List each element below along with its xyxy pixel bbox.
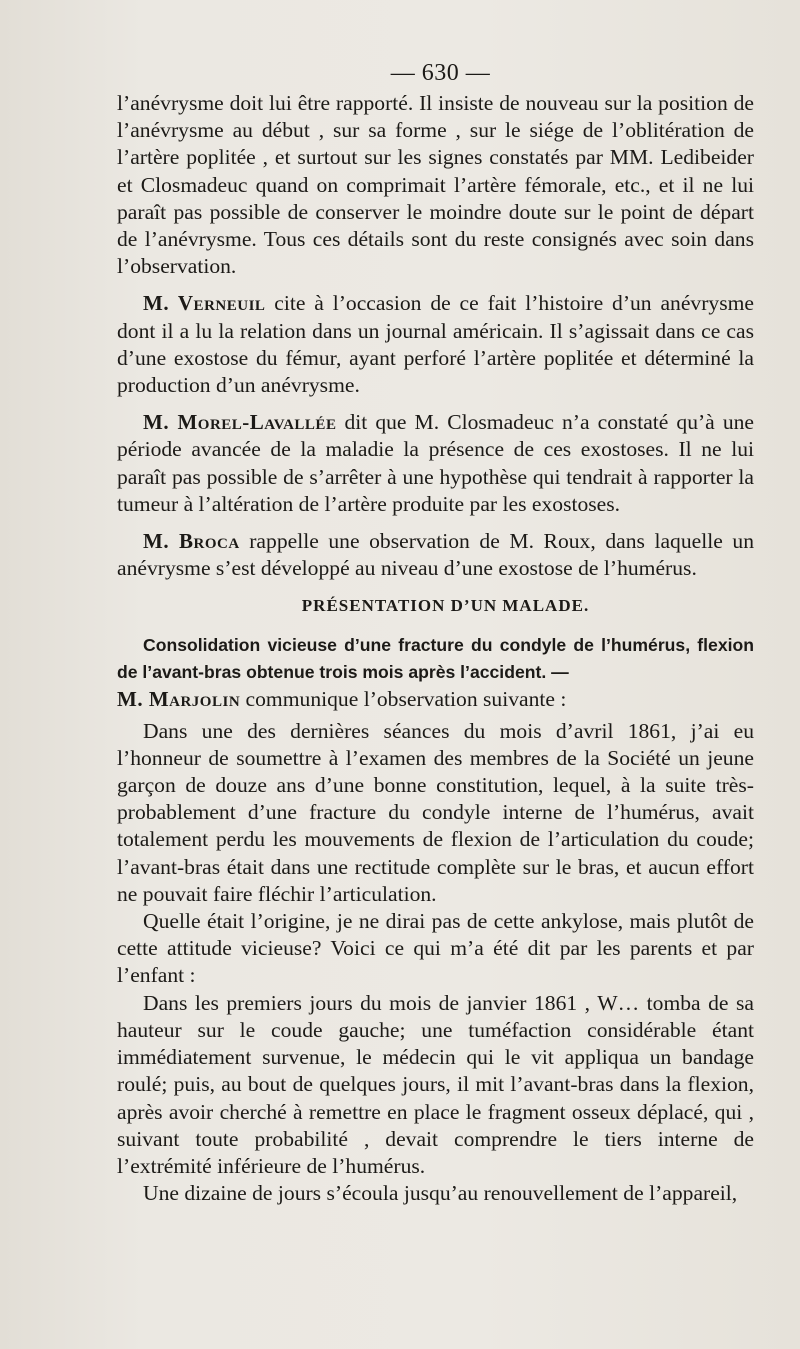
paragraph-broca (117, 528, 754, 582)
paragraph-observation-1: Dans une des dernières séances du mois d’avril 1861, j’ai eu l’honneur de soumettre à l’examen des membres de la Société un jeune garçon de douze ans d’une bonne constitution, lequel, à la suite très-probablement d’une fracture du condyle interne de l’humérus, avait totalement perdu les mouvements de flexion de l’articulation du coude; l’avant-bras était dans une rectitude complète sur le bras, et aucun effort ne pouvait faire fléchir l’articulation. (117, 718, 754, 906)
paragraph-observation-3: Dans les premiers jours du mois de janvier 1861 , W… tomba de sa hauteur sur le coude gauche; une tuméfaction considérable étant immédiatement survenue, le médecin qui le vit appliqua un bandage roulé; puis, au bout de quelques jours, il mit l’avant-bras dans la flexion, après avoir cherché à remettre en place le fragment osseux déplacé, qui , suivant toute probabilité , devait comprendre le tiers interne de l’extrémité inférieure de l’humérus. (117, 990, 754, 1178)
paragraph-observation-4: Une dizaine de jours s’écoula jusqu’au renouvellement de l’appareil, (143, 1181, 738, 1206)
speaker-name: M. Marjolin (117, 687, 241, 712)
case-intro (117, 686, 754, 713)
speaker-name: M. Verneuil (143, 291, 266, 316)
page-number: — 630 — (390, 60, 491, 86)
paragraph-text: communique l’observation suivante : (240, 687, 567, 712)
section-heading: PRÉSENTATION D’UN MALADE. (301, 596, 590, 616)
paragraph-text: cite à l’occasion de ce fait l’histoire d’un anévrysme dont il a lu la relation dans un journal américain. Il s’agissait dans ce cas d’une exostose du fémur, ayant perforé l’artère poplitée et déterminé la production d’un anévrysme. (117, 291, 754, 398)
paragraph-text: dit que M. Closmadeuc n’a constaté qu’à une période avancée de la maladie la présence de ces exostoses. Il ne lui paraît pas possible de s’arrêter à une hypothèse qui tendrait à rapporter la tumeur à l’altération de l’artère produite par les exostoses. (117, 410, 754, 516)
speaker-name: M. Broca (143, 529, 240, 554)
speaker-name: M. Morel-Lavallée (143, 410, 337, 435)
paragraph-observation-2: Quelle était l’origine, je ne dirai pas de cette ankylose, mais plutôt de cette attitude vicieuse? Voici ce qui m’a été dit par les parents et par l’enfant : (117, 909, 754, 988)
paragraph-morel-lavallee (117, 409, 754, 518)
paragraph-text: rappelle une observation de M. Roux, dans laquelle un anévrysme s’est développé au niveau d’une exostose de l’humérus. (117, 529, 754, 581)
paragraph-continuation: l’anévrysme doit lui être rapporté. Il insiste de nouveau sur la position de l’anévrysme au début , sur sa forme , sur le siége de l’oblitération de l’artère poplitée , et surtout sur les signes constatés par MM. Ledibeider et Closmadeuc quand on comprimait l’artère fémorale, etc., et il ne lui paraît pas possible de conserver le moindre doute sur le point de départ de l’anévrysme. Tous ces détails sont du reste consignés avec soin dans l’observation. (117, 91, 754, 279)
paragraph-verneuil (117, 290, 754, 399)
case-title: Consolidation vicieuse d’une fracture du condyle de l’humérus, flexion de l’avant-bras obtenue trois mois après l’accident. — (117, 635, 754, 683)
